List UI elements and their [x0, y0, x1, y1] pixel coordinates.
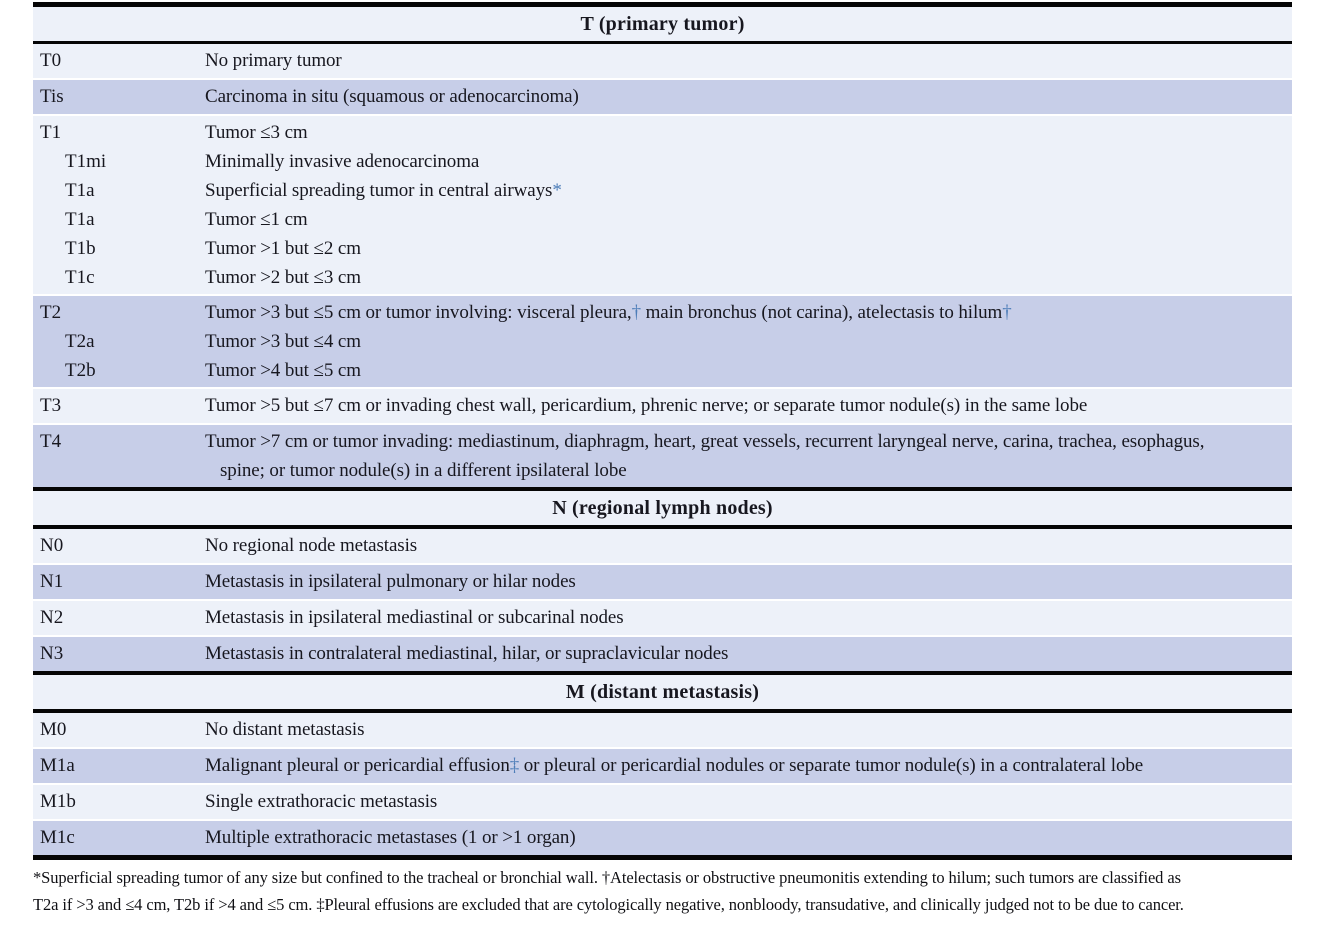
row-group: [33, 425, 1292, 487]
row-group: [33, 785, 1292, 819]
description-line: [205, 327, 1292, 356]
description-line: [205, 118, 1292, 147]
section-header-m-distant-metastasis: M (distant metastasis): [33, 675, 1292, 709]
section-header-t-primary-tumor: T (primary tumor): [33, 7, 1292, 41]
description-text: or pleural or pericardial nodules or separate tumor nodule(s) in a contralateral lobe: [519, 755, 1144, 776]
description-line: [205, 791, 1292, 813]
row-description: [205, 607, 1292, 629]
description-line: [205, 719, 1292, 741]
table-row: [33, 529, 1292, 563]
row-description: [205, 234, 1292, 263]
description-text: Tumor ≤1 cm: [205, 209, 308, 230]
description-text: No distant metastasis: [205, 719, 365, 740]
description-line: [205, 147, 1292, 176]
description-text: Tumor >5 but ≤7 cm or invading chest wall, pericardium, phrenic nerve; or separate tumor nodule(s) in the same lobe: [205, 395, 1088, 416]
description-text: Metastasis in contralateral mediastinal, hilar, or supraclavicular nodes: [205, 643, 729, 664]
description-line: [205, 356, 1292, 385]
table-row: [33, 821, 1292, 855]
row-description: [205, 643, 1292, 665]
row-label: T1c: [65, 267, 95, 288]
row-group: [33, 749, 1292, 783]
table-row: [33, 601, 1292, 635]
description-text: Tumor >1 but ≤2 cm: [205, 238, 361, 259]
row-description: [205, 50, 1292, 72]
row-group: [33, 44, 1292, 78]
row-description: [205, 356, 1292, 385]
description-text: Tumor >7 cm or tumor invading: mediastinum, diaphragm, heart, great vessels, recurrent laryngeal nerve, carina, trachea, esophagus,: [205, 431, 1205, 452]
footnote-line-1: *Superficial spreading tumor of any size but confined to the tracheal or bronchial wall. †Atelectasis or obstructive pneumonitis extending to hilum; such tumors are classified as: [33, 868, 1181, 887]
table-row: [33, 327, 1292, 356]
row-group: [33, 713, 1292, 747]
row-label: T2b: [65, 360, 96, 381]
table-row: [33, 356, 1292, 385]
description-text: Tumor >4 but ≤5 cm: [205, 360, 361, 381]
footnote-marker: †: [631, 302, 641, 323]
description-line: [205, 50, 1292, 72]
row-description: [205, 827, 1292, 849]
row-label: T1a: [65, 209, 95, 230]
row-label: N3: [40, 643, 64, 664]
row-label: M1b: [40, 791, 76, 812]
description-line: [205, 176, 1292, 205]
row-group: [33, 601, 1292, 635]
row-description: [205, 427, 1292, 485]
row-description: [205, 205, 1292, 234]
table-bottom-rule: [33, 855, 1292, 860]
table-row: [33, 234, 1292, 263]
table-row: [33, 118, 1292, 147]
description-text: spine; or tumor nodule(s) in a different ipsilateral lobe: [220, 460, 627, 481]
row-group: [33, 80, 1292, 114]
row-description: [205, 86, 1292, 108]
row-description: [205, 535, 1292, 557]
table-row: [33, 785, 1292, 819]
row-label: T1: [40, 122, 62, 143]
footnote-marker: †: [1002, 302, 1012, 323]
description-line: [205, 427, 1292, 456]
table-row: [33, 298, 1292, 327]
description-text: Tumor ≤3 cm: [205, 122, 308, 143]
description-text: Metastasis in ipsilateral mediastinal or subcarinal nodes: [205, 607, 624, 628]
table-row: [33, 713, 1292, 747]
footnote-marker: *: [552, 180, 562, 201]
description-text: No primary tumor: [205, 50, 342, 71]
table-row: [33, 637, 1292, 671]
row-group: [33, 296, 1292, 387]
description-line: [205, 298, 1292, 327]
table-row: [33, 176, 1292, 205]
table-row: [33, 263, 1292, 292]
row-label: M1a: [40, 755, 75, 776]
tnm-classification-table: [33, 2, 1292, 860]
table-row: [33, 749, 1292, 783]
row-label: T2a: [65, 331, 95, 352]
row-group: [33, 116, 1292, 294]
description-text: No regional node metastasis: [205, 535, 418, 556]
description-line: [205, 827, 1292, 849]
row-description: [205, 176, 1292, 205]
row-label: M1c: [40, 827, 75, 848]
row-description: [205, 571, 1292, 593]
row-group: [33, 637, 1292, 671]
description-text: Multiple extrathoracic metastases (1 or >1 organ): [205, 827, 576, 848]
table-row: [33, 427, 1292, 485]
description-line: [205, 535, 1292, 557]
table-row: [33, 205, 1292, 234]
row-label: M0: [40, 719, 67, 740]
row-label: T1mi: [65, 151, 107, 172]
row-group: [33, 529, 1292, 563]
row-description: [205, 327, 1292, 356]
description-line: [205, 643, 1292, 665]
footnote-marker: ‡: [509, 755, 520, 776]
description-text: Metastasis in ipsilateral pulmonary or hilar nodes: [205, 571, 576, 592]
row-label: N1: [40, 571, 64, 592]
description-line: [205, 234, 1292, 263]
row-group: [33, 565, 1292, 599]
description-text: Minimally invasive adenocarcinoma: [205, 151, 480, 172]
row-description: [205, 147, 1292, 176]
description-line: [205, 607, 1292, 629]
table-footnote: [33, 864, 1292, 918]
table-row: [33, 44, 1292, 78]
description-line: [205, 456, 1292, 485]
row-description: [205, 395, 1292, 417]
description-text: Tumor >3 but ≤4 cm: [205, 331, 361, 352]
row-label: T2: [40, 302, 62, 323]
footnote-line-2: T2a if >3 and ≤4 cm, T2b if >4 and ≤5 cm. ‡Pleural effusions are excluded that are cytologically negative, nonbloody, transudative, and clinically judged not to be due to cancer.: [33, 895, 1184, 914]
description-text: main bronchus (not carina), atelectasis to hilum: [640, 302, 1003, 323]
row-description: [205, 118, 1292, 147]
row-description: [205, 298, 1292, 327]
description-line: [205, 395, 1292, 417]
description-line: [205, 755, 1292, 777]
row-label: T3: [40, 395, 62, 416]
table-row: [33, 565, 1292, 599]
description-text: Malignant pleural or pericardial effusion: [205, 755, 510, 776]
table-row: [33, 80, 1292, 114]
description-line: [205, 205, 1292, 234]
description-text: Tumor >3 but ≤5 cm or tumor involving: visceral pleura,: [205, 302, 632, 323]
description-text: Carcinoma in situ (squamous or adenocarcinoma): [205, 86, 579, 107]
row-label: T0: [40, 50, 62, 71]
row-label: T1a: [65, 180, 95, 201]
description-line: [205, 571, 1292, 593]
row-label: Tis: [40, 86, 64, 107]
row-description: [205, 263, 1292, 292]
row-description: [205, 719, 1292, 741]
row-group: [33, 389, 1292, 423]
table-row: [33, 389, 1292, 423]
table-row: [33, 147, 1292, 176]
description-text: Single extrathoracic metastasis: [205, 791, 438, 812]
row-label: N0: [40, 535, 64, 556]
row-group: [33, 821, 1292, 855]
description-text: Tumor >2 but ≤3 cm: [205, 267, 361, 288]
description-text: Superficial spreading tumor in central airways: [205, 180, 553, 201]
row-description: [205, 791, 1292, 813]
row-description: [205, 755, 1292, 777]
row-label: T4: [40, 431, 62, 452]
row-label: N2: [40, 607, 64, 628]
description-line: [205, 263, 1292, 292]
description-line: [205, 86, 1292, 108]
section-header-n-regional-lymph-nodes: N (regional lymph nodes): [33, 491, 1292, 525]
row-label: T1b: [65, 238, 96, 259]
